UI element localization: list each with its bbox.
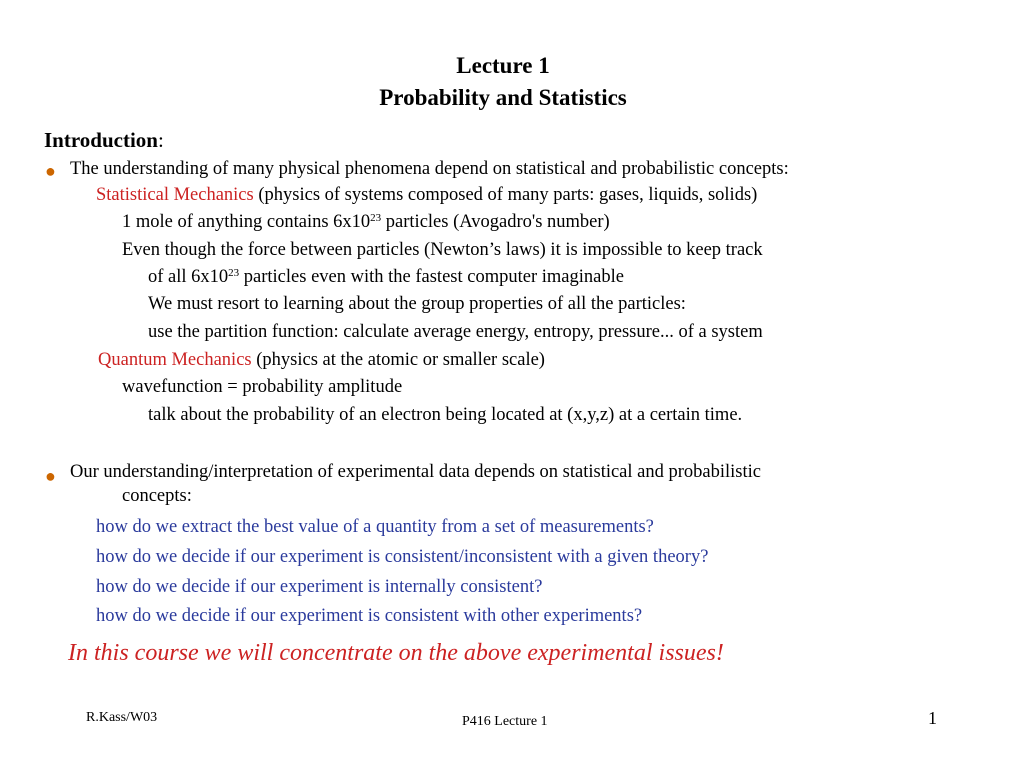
- of-all-text-a: of all 6x10: [148, 267, 229, 287]
- footer-author: R.Kass/W03: [86, 710, 158, 725]
- mole-text-b: particles (Avogadro's number): [381, 212, 610, 232]
- force-line: Even though the force between particles (Newton’s laws) it is impossible to keep track: [122, 240, 763, 260]
- resort-line: We must resort to learning about the group properties of all the particles:: [148, 294, 686, 314]
- partition-line: use the partition function: calculate average energy, entropy, pressure... of a system: [148, 322, 763, 342]
- page-number: 1: [928, 708, 937, 728]
- lecture-title: Lecture 1: [456, 53, 550, 78]
- stat-mech-label: Statistical Mechanics: [96, 185, 254, 205]
- wavefunction-line: wavefunction = probability amplitude: [122, 377, 403, 397]
- quantum-desc: (physics at the atomic or smaller scale): [251, 350, 545, 370]
- bullet-2-text: Our understanding/interpretation of experimental data depends on statistical and probabilistic: [70, 462, 761, 482]
- question-1: how do we extract the best value of a quantity from a set of measurements?: [96, 517, 654, 537]
- lecture-subtitle: Probability and Statistics: [379, 85, 627, 110]
- question-3: how do we decide if our experiment is internally consistent?: [96, 577, 543, 597]
- mole-text-a: 1 mole of anything contains 6x10: [122, 212, 371, 232]
- section-heading-text: Introduction: [44, 128, 158, 152]
- closing-statement: In this course we will concentrate on the above experimental issues!: [68, 640, 724, 666]
- of-all-text-b: particles even with the fastest computer imaginable: [239, 267, 624, 287]
- bullet-2-icon: ●: [45, 466, 56, 486]
- mole-exponent: 23: [370, 212, 382, 224]
- quantum-label: Quantum Mechanics: [98, 350, 252, 370]
- question-4: how do we decide if our experiment is consistent with other experiments?: [96, 606, 643, 626]
- stat-mech-desc: (physics of systems composed of many parts: gases, liquids, solids): [253, 185, 758, 205]
- question-2: how do we decide if our experiment is consistent/inconsistent with a given theory?: [96, 547, 709, 567]
- section-heading: [44, 128, 164, 153]
- of-all-exponent: 23: [228, 267, 240, 279]
- talk-line: talk about the probability of an electron being located at (x,y,z) at a certain time.: [148, 405, 743, 425]
- mole-line: [122, 212, 610, 233]
- of-all-line: [148, 267, 624, 288]
- bullet-2-text-cont: concepts:: [122, 486, 192, 506]
- bullet-1-icon: ●: [45, 161, 56, 181]
- quantum-line: [98, 350, 545, 371]
- footer-lecture: P416 Lecture 1: [462, 714, 548, 729]
- section-heading-colon: :: [157, 128, 164, 152]
- bullet-1-text: The understanding of many physical phenomena depend on statistical and probabilistic concepts:: [70, 159, 789, 179]
- stat-mech-line: [96, 185, 757, 206]
